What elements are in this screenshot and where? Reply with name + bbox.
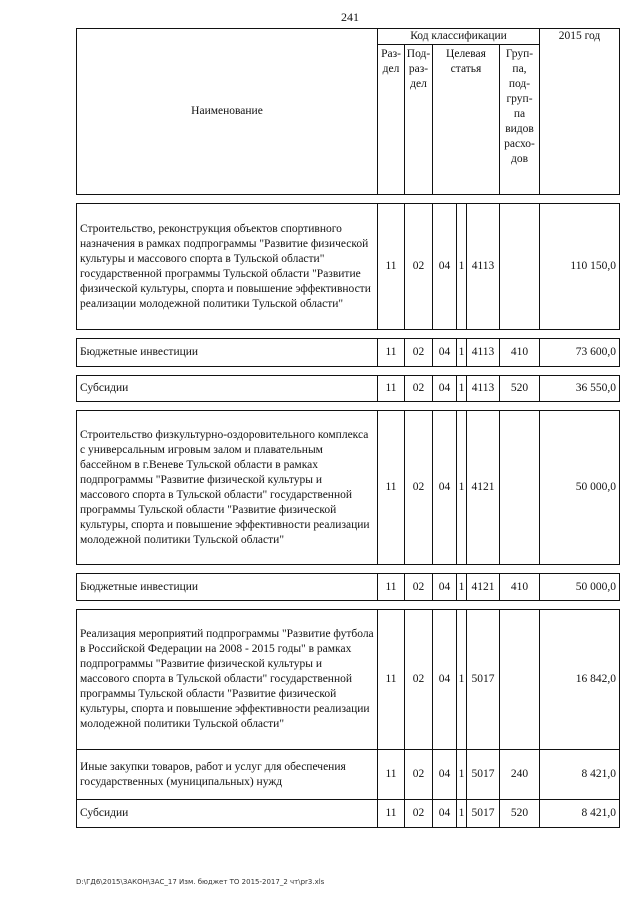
table-body bbox=[77, 195, 620, 828]
row-amount: 16 842,0 bbox=[540, 610, 620, 750]
row-razdel: 11 bbox=[378, 339, 405, 367]
row-cs2: 1 bbox=[457, 750, 467, 800]
row-amount: 8 421,0 bbox=[540, 750, 620, 800]
header-subsection: Под- раз- дел bbox=[405, 45, 433, 195]
row-cs1: 04 bbox=[433, 750, 457, 800]
row-amount: 50 000,0 bbox=[540, 411, 620, 565]
row-cs2: 1 bbox=[457, 204, 467, 330]
row-cs2: 1 bbox=[457, 574, 467, 601]
row-cs2: 1 bbox=[457, 411, 467, 565]
header-code-group: Код классификации bbox=[378, 29, 540, 45]
row-name: Субсидии bbox=[77, 376, 378, 402]
row-razdel: 11 bbox=[378, 610, 405, 750]
table-row bbox=[77, 610, 620, 750]
header-year: 2015 год bbox=[540, 29, 620, 195]
row-vid: 240 bbox=[500, 750, 540, 800]
row-name: Бюджетные инвестиции bbox=[77, 574, 378, 601]
row-razdel: 11 bbox=[378, 204, 405, 330]
row-vid: 520 bbox=[500, 800, 540, 828]
row-name: Строительство, реконструкция объектов спортивного назначения в рамках подпрограммы "Развитие физической культуры и массового спорта в Тульской области" государственной программы Тульской области "Развитие физической культуры, спорта и повышение эффективности реализации молодежной политики Тульской области" bbox=[77, 204, 378, 330]
row-podrazdel: 02 bbox=[405, 610, 433, 750]
row-name: Субсидии bbox=[77, 800, 378, 828]
row-cs1: 04 bbox=[433, 339, 457, 367]
row-amount: 73 600,0 bbox=[540, 339, 620, 367]
row-amount: 110 150,0 bbox=[540, 204, 620, 330]
row-razdel: 11 bbox=[378, 750, 405, 800]
row-vid bbox=[500, 411, 540, 565]
table-row bbox=[77, 339, 620, 367]
row-vid bbox=[500, 204, 540, 330]
row-cs1: 04 bbox=[433, 610, 457, 750]
header-target-article: Целевая статья bbox=[433, 45, 500, 195]
row-amount: 8 421,0 bbox=[540, 800, 620, 828]
row-vid: 410 bbox=[500, 339, 540, 367]
table-row bbox=[77, 376, 620, 402]
file-path-footer: D:\ГД6\2015\ЗАКОН\ЗАС_17 Изм. бюджет ТО 2015-2017_2 чт\pr3.xls bbox=[76, 878, 325, 886]
row-name: Строительство физкультурно-оздоровительного комплекса с универсальным игровым залом и плавательным бассейном в г.Веневе Тульской области в рамках подпрограммы "Развитие физической культуры и массового спорта в Тульской области" государственной программы Тульской области "Развитие физической культуры, спорта и повышение эффективности реализации молодежной политики Тульской области" bbox=[77, 411, 378, 565]
row-podrazdel: 02 bbox=[405, 376, 433, 402]
row-cs1: 04 bbox=[433, 411, 457, 565]
row-vid: 410 bbox=[500, 574, 540, 601]
row-name: Реализация мероприятий подпрограммы "Развитие футбола в Российской Федерации на 2008 - 2015 годы" в рамках подпрограммы "Развитие физической культуры и массового спорта в Тульской области" государственной программы Тульской области "Развитие физической культуры, спорта и повышение эффективности реализации молодежной политики Тульской области" bbox=[77, 610, 378, 750]
row-cs3: 4113 bbox=[467, 204, 500, 330]
table-row bbox=[77, 750, 620, 800]
row-podrazdel: 02 bbox=[405, 204, 433, 330]
row-podrazdel: 02 bbox=[405, 574, 433, 601]
header-section: Раз- дел bbox=[378, 45, 405, 195]
budget-table bbox=[76, 28, 620, 828]
row-cs3: 5017 bbox=[467, 610, 500, 750]
row-razdel: 11 bbox=[378, 376, 405, 402]
row-cs3: 4121 bbox=[467, 574, 500, 601]
row-razdel: 11 bbox=[378, 411, 405, 565]
row-podrazdel: 02 bbox=[405, 339, 433, 367]
row-cs2: 1 bbox=[457, 800, 467, 828]
row-cs2: 1 bbox=[457, 376, 467, 402]
row-cs3: 4113 bbox=[467, 376, 500, 402]
table-row bbox=[77, 574, 620, 601]
table-row bbox=[77, 411, 620, 565]
page-number: 241 bbox=[341, 10, 359, 24]
row-podrazdel: 02 bbox=[405, 411, 433, 565]
row-cs1: 04 bbox=[433, 204, 457, 330]
row-razdel: 11 bbox=[378, 800, 405, 828]
row-cs3: 5017 bbox=[467, 800, 500, 828]
row-cs2: 1 bbox=[457, 610, 467, 750]
row-vid: 520 bbox=[500, 376, 540, 402]
row-razdel: 11 bbox=[378, 574, 405, 601]
header-expense-group: Груп- па, под- груп- па видов расхо- дов bbox=[500, 45, 540, 195]
row-cs1: 04 bbox=[433, 574, 457, 601]
row-cs2: 1 bbox=[457, 339, 467, 367]
row-cs1: 04 bbox=[433, 800, 457, 828]
row-cs3: 4121 bbox=[467, 411, 500, 565]
row-name: Иные закупки товаров, работ и услуг для обеспечения государственных (муниципальных) нужд bbox=[77, 750, 378, 800]
row-cs1: 04 bbox=[433, 376, 457, 402]
row-name: Бюджетные инвестиции bbox=[77, 339, 378, 367]
row-cs3: 5017 bbox=[467, 750, 500, 800]
header-name: Наименование bbox=[77, 29, 378, 195]
row-vid bbox=[500, 610, 540, 750]
row-amount: 36 550,0 bbox=[540, 376, 620, 402]
row-podrazdel: 02 bbox=[405, 800, 433, 828]
row-cs3: 4113 bbox=[467, 339, 500, 367]
table-row bbox=[77, 204, 620, 330]
table-row bbox=[77, 800, 620, 828]
row-podrazdel: 02 bbox=[405, 750, 433, 800]
row-amount: 50 000,0 bbox=[540, 574, 620, 601]
